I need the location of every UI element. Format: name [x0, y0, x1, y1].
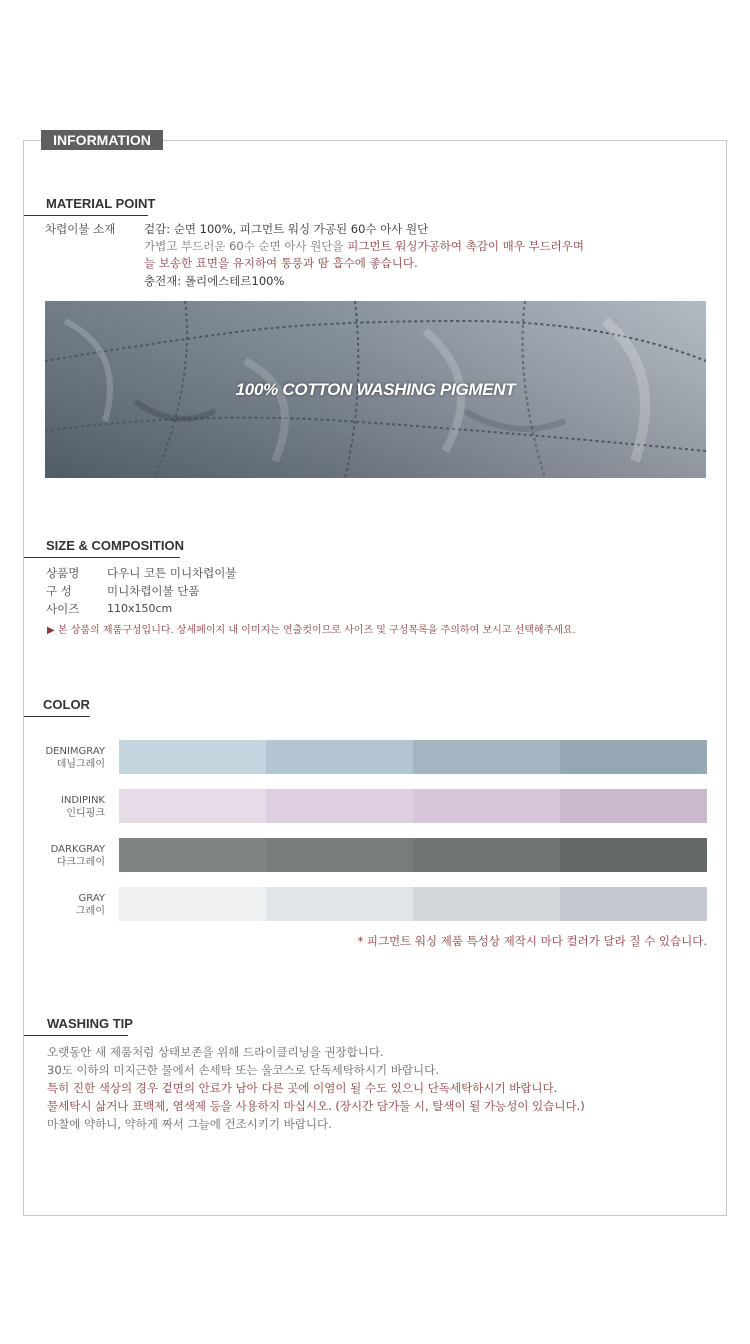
swatch-label-indipink [61, 794, 105, 820]
size-value-name: 다우니 코튼 미니차렵이불 [107, 566, 237, 580]
material-line2 [144, 238, 584, 254]
color-note: * 피그먼트 워싱 제품 특성상 제작시 마다 컬러가 달라 질 수 있습니다. [357, 934, 707, 948]
swatch-segment [266, 887, 413, 921]
material-heading-rule [24, 215, 148, 216]
size-note [47, 623, 576, 639]
swatch-segment [560, 740, 707, 774]
swatch-segment [413, 740, 560, 774]
swatch-gray[interactable] [119, 887, 707, 921]
color-heading-text: COLOR [43, 697, 90, 712]
swatch-segment [119, 740, 266, 774]
material-heading [24, 196, 156, 216]
swatch-segment [413, 887, 560, 921]
swatch-label-ko: 그레이 [76, 906, 105, 917]
information-tag: INFORMATION [41, 130, 163, 150]
color-heading [24, 697, 90, 717]
washing-line-2: 30도 이하의 미지근한 물에서 손세탁 또는 울코스로 단독세탁하시기 바랍니다. [47, 1063, 439, 1077]
size-label-size: 사이즈 [46, 602, 80, 616]
swatch-segment [560, 887, 707, 921]
size-note-text: 본 상품의 제품구성입니다. 상세페이지 내 이미지는 연출컷이므로 사이즈 및 구성목록을 주의하여 보시고 선택해주세요. [57, 625, 576, 636]
material-heading-text: MATERIAL POINT [46, 196, 156, 211]
material-line2-plain: 가볍고 부드러운 60수 순면 아사 원단을 [144, 239, 348, 253]
material-line2-red: 피그먼트 워싱가공하여 촉감이 매우 부드러우며 [347, 239, 585, 253]
swatch-segment [413, 789, 560, 823]
size-label-name: 상품명 [46, 566, 80, 580]
size-value-size: 110x150cm [107, 602, 173, 615]
swatch-segment [266, 740, 413, 774]
material-line3: 늘 보송한 표면을 유지하여 통풍과 땀 흡수에 좋습니다. [144, 256, 418, 270]
washing-heading-text: WASHING TIP [47, 1016, 133, 1031]
swatch-label-ko: 인디핑크 [66, 808, 105, 819]
swatch-segment [560, 838, 707, 872]
swatch-label-ko: 데님그레이 [56, 759, 105, 770]
washing-heading-rule [24, 1035, 128, 1036]
washing-heading [24, 1016, 133, 1036]
size-heading-rule [24, 557, 180, 558]
swatch-label-en: DENIMGRAY [45, 746, 105, 757]
swatch-label-gray [76, 892, 105, 918]
swatch-label-ko: 다크그레이 [56, 857, 105, 868]
triangle-icon: ▶ [47, 625, 55, 636]
color-heading-rule [24, 716, 90, 717]
material-label: 차렵이불 소재 [45, 222, 116, 236]
swatch-indipink[interactable] [119, 789, 707, 823]
swatch-label-denimgray [45, 745, 105, 771]
quilt-photo [45, 301, 706, 478]
material-line1: 겉감: 순면 100%, 피그먼트 워싱 가공된 60수 아사 원단 [144, 222, 429, 236]
swatch-darkgray[interactable] [119, 838, 707, 872]
washing-line-1: 오랫동안 새 제품처럼 상태보존을 위해 드라이클리닝을 권장합니다. [47, 1045, 384, 1059]
swatch-denimgray[interactable] [119, 740, 707, 774]
swatch-segment [266, 838, 413, 872]
washing-line-4: 물세탁시 삶거나 표백제, 염색제 등을 사용하지 마십시오. (장시간 담가둘 시, 탈색이 될 가능성이 있습니다.) [47, 1099, 585, 1113]
size-value-composition: 미니차렵이불 단품 [107, 584, 200, 598]
swatch-segment [119, 887, 266, 921]
swatch-label-darkgray [51, 843, 105, 869]
swatch-label-en: DARKGRAY [50, 844, 105, 855]
photo-caption: 100% COTTON WASHING PIGMENT [235, 379, 516, 399]
swatch-segment [413, 838, 560, 872]
size-heading [24, 538, 184, 558]
material-line4: 충전재: 폴리에스테르100% [144, 274, 285, 288]
swatch-segment [119, 789, 266, 823]
swatch-label-en: GRAY [78, 893, 105, 904]
size-heading-text: SIZE & COMPOSITION [46, 538, 184, 553]
washing-line-5: 마찰에 약하니, 약하게 짜서 그늘에 건조시키기 바랍니다. [47, 1117, 332, 1131]
swatch-segment [266, 789, 413, 823]
swatch-label-en: INDIPINK [60, 795, 105, 806]
swatch-segment [119, 838, 266, 872]
size-label-composition: 구 성 [46, 584, 72, 598]
washing-line-3: 특히 진한 색상의 경우 겉면의 안료가 남아 다른 곳에 이염이 될 수도 있으니 단독세탁하시기 바랍니다. [47, 1081, 558, 1095]
swatch-segment [560, 789, 707, 823]
